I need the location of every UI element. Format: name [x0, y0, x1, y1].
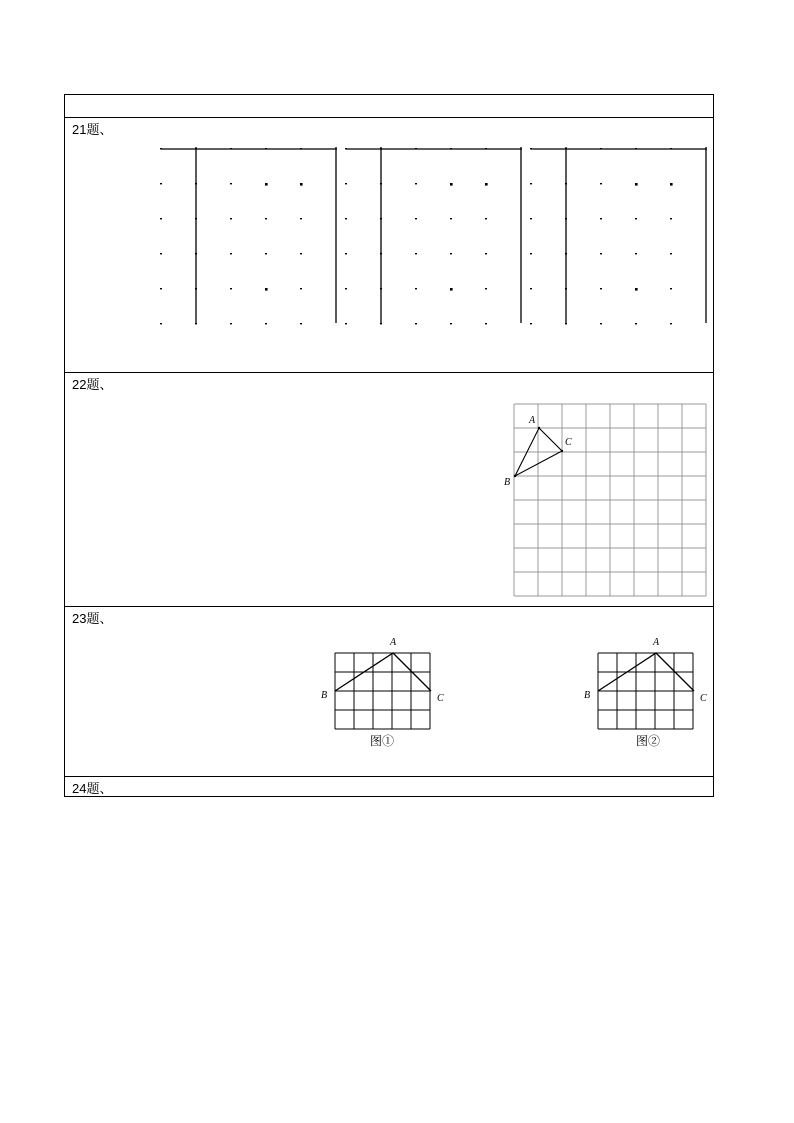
grid-dot	[415, 148, 417, 149]
grid-dot	[345, 148, 347, 149]
grid-dot	[635, 218, 637, 219]
question-23-label: 23题、	[72, 611, 113, 626]
grid-dot	[230, 288, 232, 289]
grid-dot	[380, 148, 382, 149]
grid-dot	[485, 218, 487, 219]
grid-dot	[600, 253, 602, 254]
figure-1	[321, 637, 444, 748]
grid-dot	[530, 323, 532, 324]
grid-dot	[230, 218, 232, 219]
grid-dot	[415, 288, 417, 289]
grid-dot	[530, 148, 532, 149]
grid-dot	[160, 288, 162, 289]
grid-dot	[195, 148, 197, 149]
grid-dot	[530, 288, 532, 289]
grid-dot	[415, 323, 417, 324]
grid-dot	[195, 218, 197, 219]
grid-dot	[565, 288, 567, 289]
grid-dot	[670, 183, 673, 186]
figure-1-point-a: A	[390, 637, 397, 648]
grid-dot	[670, 148, 672, 149]
dot-grid-panel-3	[530, 147, 707, 324]
grid-dot	[450, 148, 452, 149]
grid-dot	[485, 148, 487, 149]
grid-dot	[565, 218, 567, 219]
trapezoid-grid-figures	[65, 607, 715, 777]
grid-dot	[265, 148, 267, 149]
grid-dot	[345, 253, 347, 254]
grid-dot	[485, 253, 487, 254]
grid-dot	[450, 253, 452, 254]
figure-1-point-b: B	[321, 690, 328, 701]
grid-dot	[265, 183, 268, 186]
grid-dot	[565, 323, 567, 324]
grid-dot	[160, 323, 162, 324]
grid-dot	[635, 323, 637, 324]
grid-dot	[415, 253, 417, 254]
question-24-row	[65, 776, 713, 797]
grid-dot	[230, 148, 232, 149]
point-b	[514, 475, 516, 477]
grid-dot	[380, 323, 382, 324]
grid-dot	[160, 253, 162, 254]
grid-dot	[230, 183, 232, 184]
grid-dot	[300, 288, 302, 289]
grid-dot	[230, 323, 232, 324]
grid-dot	[195, 323, 197, 324]
grid-dot	[530, 253, 532, 254]
grid-dot	[485, 323, 487, 324]
grid-dot	[450, 218, 452, 219]
grid-dot	[670, 253, 672, 254]
grid-dot	[300, 218, 302, 219]
grid-dot	[600, 288, 602, 289]
grid-dot	[380, 253, 382, 254]
figure-2	[584, 637, 707, 748]
grid-dot	[265, 253, 267, 254]
grid-dot	[670, 288, 672, 289]
grid-dot	[415, 183, 417, 184]
grid-dot	[565, 148, 567, 149]
question-24-label: 24题、	[72, 781, 113, 796]
grid-dot	[565, 253, 567, 254]
question-21-label: 21题、	[72, 122, 113, 137]
point-a-label: A	[529, 415, 536, 426]
grid-dot	[635, 148, 637, 149]
grid-dot	[485, 288, 487, 289]
grid-dot	[345, 218, 347, 219]
figure-2-point-a: A	[653, 637, 660, 648]
grid-dot	[600, 218, 602, 219]
figure-2-caption: 图②	[636, 734, 661, 748]
grid-dot	[300, 323, 302, 324]
grid-dot	[600, 183, 602, 184]
grid-dot	[670, 218, 672, 219]
point-a	[538, 427, 540, 429]
grid-dot	[635, 183, 638, 186]
point-c	[561, 450, 563, 452]
square-grid	[514, 404, 706, 596]
grid-dot	[600, 148, 602, 149]
grid-dot	[300, 253, 302, 254]
grid-dot	[450, 288, 453, 291]
grid-dot	[265, 288, 268, 291]
grid-dot	[380, 288, 382, 289]
grid-dot	[345, 323, 347, 324]
grid-dot	[345, 183, 347, 184]
grid-dot	[265, 218, 267, 219]
grid-dot	[160, 183, 162, 184]
dot-grid-panel-1	[160, 147, 337, 324]
grid-dot	[670, 323, 672, 324]
grid-dot	[380, 218, 382, 219]
answer-sheet-table	[64, 94, 714, 797]
grid-dot	[530, 183, 532, 184]
point-b-label: B	[504, 477, 511, 488]
question-22-row	[65, 372, 713, 606]
question-21-row	[65, 117, 713, 372]
grid-dot	[450, 323, 452, 324]
grid-dot	[600, 323, 602, 324]
figure-2-point-c: C	[700, 693, 707, 704]
grid-dot	[415, 218, 417, 219]
grid-dot	[265, 323, 267, 324]
grid-dot	[635, 253, 637, 254]
grid-dot	[160, 218, 162, 219]
grid-dot	[195, 253, 197, 254]
grid-dot	[345, 288, 347, 289]
header-row	[65, 95, 713, 117]
grid-dot	[160, 148, 162, 149]
grid-dot	[300, 148, 302, 149]
figure-1-grid	[335, 653, 430, 729]
question-23-row	[65, 606, 713, 776]
grid-dot	[635, 288, 638, 291]
grid-dot	[530, 218, 532, 219]
dot-grid-panel-2	[345, 147, 522, 324]
figure-2-point-b: B	[584, 690, 591, 701]
triangle-grid-figure	[65, 373, 715, 607]
grid-dot	[565, 183, 567, 184]
grid-dot	[195, 183, 197, 184]
grid-dot	[300, 183, 303, 186]
grid-dot	[450, 183, 453, 186]
grid-dot	[380, 183, 382, 184]
grid-dot	[230, 253, 232, 254]
grid-dot	[195, 288, 197, 289]
dot-grid-figures	[65, 118, 715, 373]
grid-dot	[485, 183, 488, 186]
figure-1-point-c: C	[437, 693, 444, 704]
figure-1-caption: 图①	[370, 734, 395, 748]
question-22-label: 22题、	[72, 377, 113, 392]
figure-2-grid	[598, 653, 693, 729]
point-c-label: C	[565, 437, 572, 448]
